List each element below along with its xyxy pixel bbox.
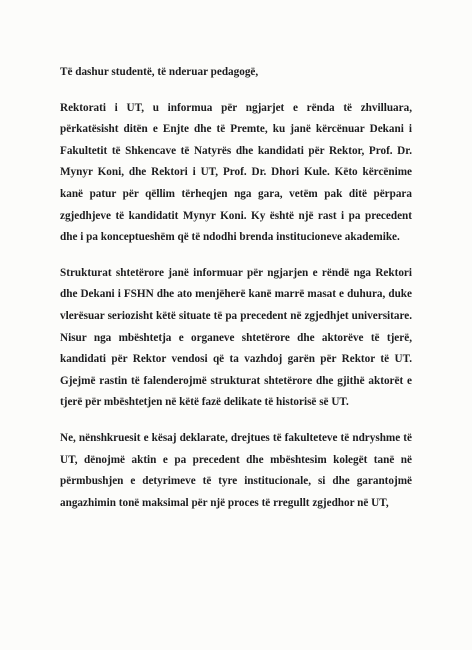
paragraph-incident: Rektorati i UT, u informua për ngjarjet e rënda të zhvilluara, përkatësisht ditën e Enjte dhe të Premte, ku janë kërcënuar Dekani i Fakultetit të Shkencave të Natyrës dhe kandidati për Rektor, Prof. Dr. Mynyr Koni, dhe Rektori i UT, Prof. Dr. Dhori Kule. Këto kërcënime kanë patur për qëllim tërheqjen nga gara, vetëm pak ditë përpara zgjedhjeve të kandidatit Mynyr Koni. Ky është një rast i pa precedent dhe i pa konceptueshëm që të ndodhi brenda institucioneve akademike.: [60, 101, 412, 244]
salutation: Të dashur studentë, të nderuar pedagogë,: [60, 66, 259, 78]
letter-body: [60, 62, 412, 514]
paragraph-declaration: Ne, nënshkruesit e kësaj deklarate, drejtues të fakulteteve të ndryshme të UT, dënojmë aktin e pa precedent dhe mbështesim kolegët tanë në përmbushjen e detyrimeve të tyre institucionale, si dhe garantojmë angazhimin tonë maksimal për një proces të rregullt zgjedhor në UT,: [60, 431, 412, 509]
paragraph-state-structures: Strukturat shtetërore janë informuar për ngjarjen e rëndë nga Rektori dhe Dekani i FSHN dhe ato menjëherë kanë marrë masat e duhura, duke vlerësuar seriozisht këtë situate të pa precedent në zgjedhjet universitare. Nisur nga mbështetja e organeve shtetërore dhe aktorëve të tjerë, kandidati për Rektor vendosi që ta vazhdoj garën për Rektor të UT. Gjejmë rastin të falenderojmë strukturat shtetërore dhe gjithë aktorët e tjerë për mbështetjen në këtë fazë delikate të historisë së UT.: [60, 266, 412, 409]
